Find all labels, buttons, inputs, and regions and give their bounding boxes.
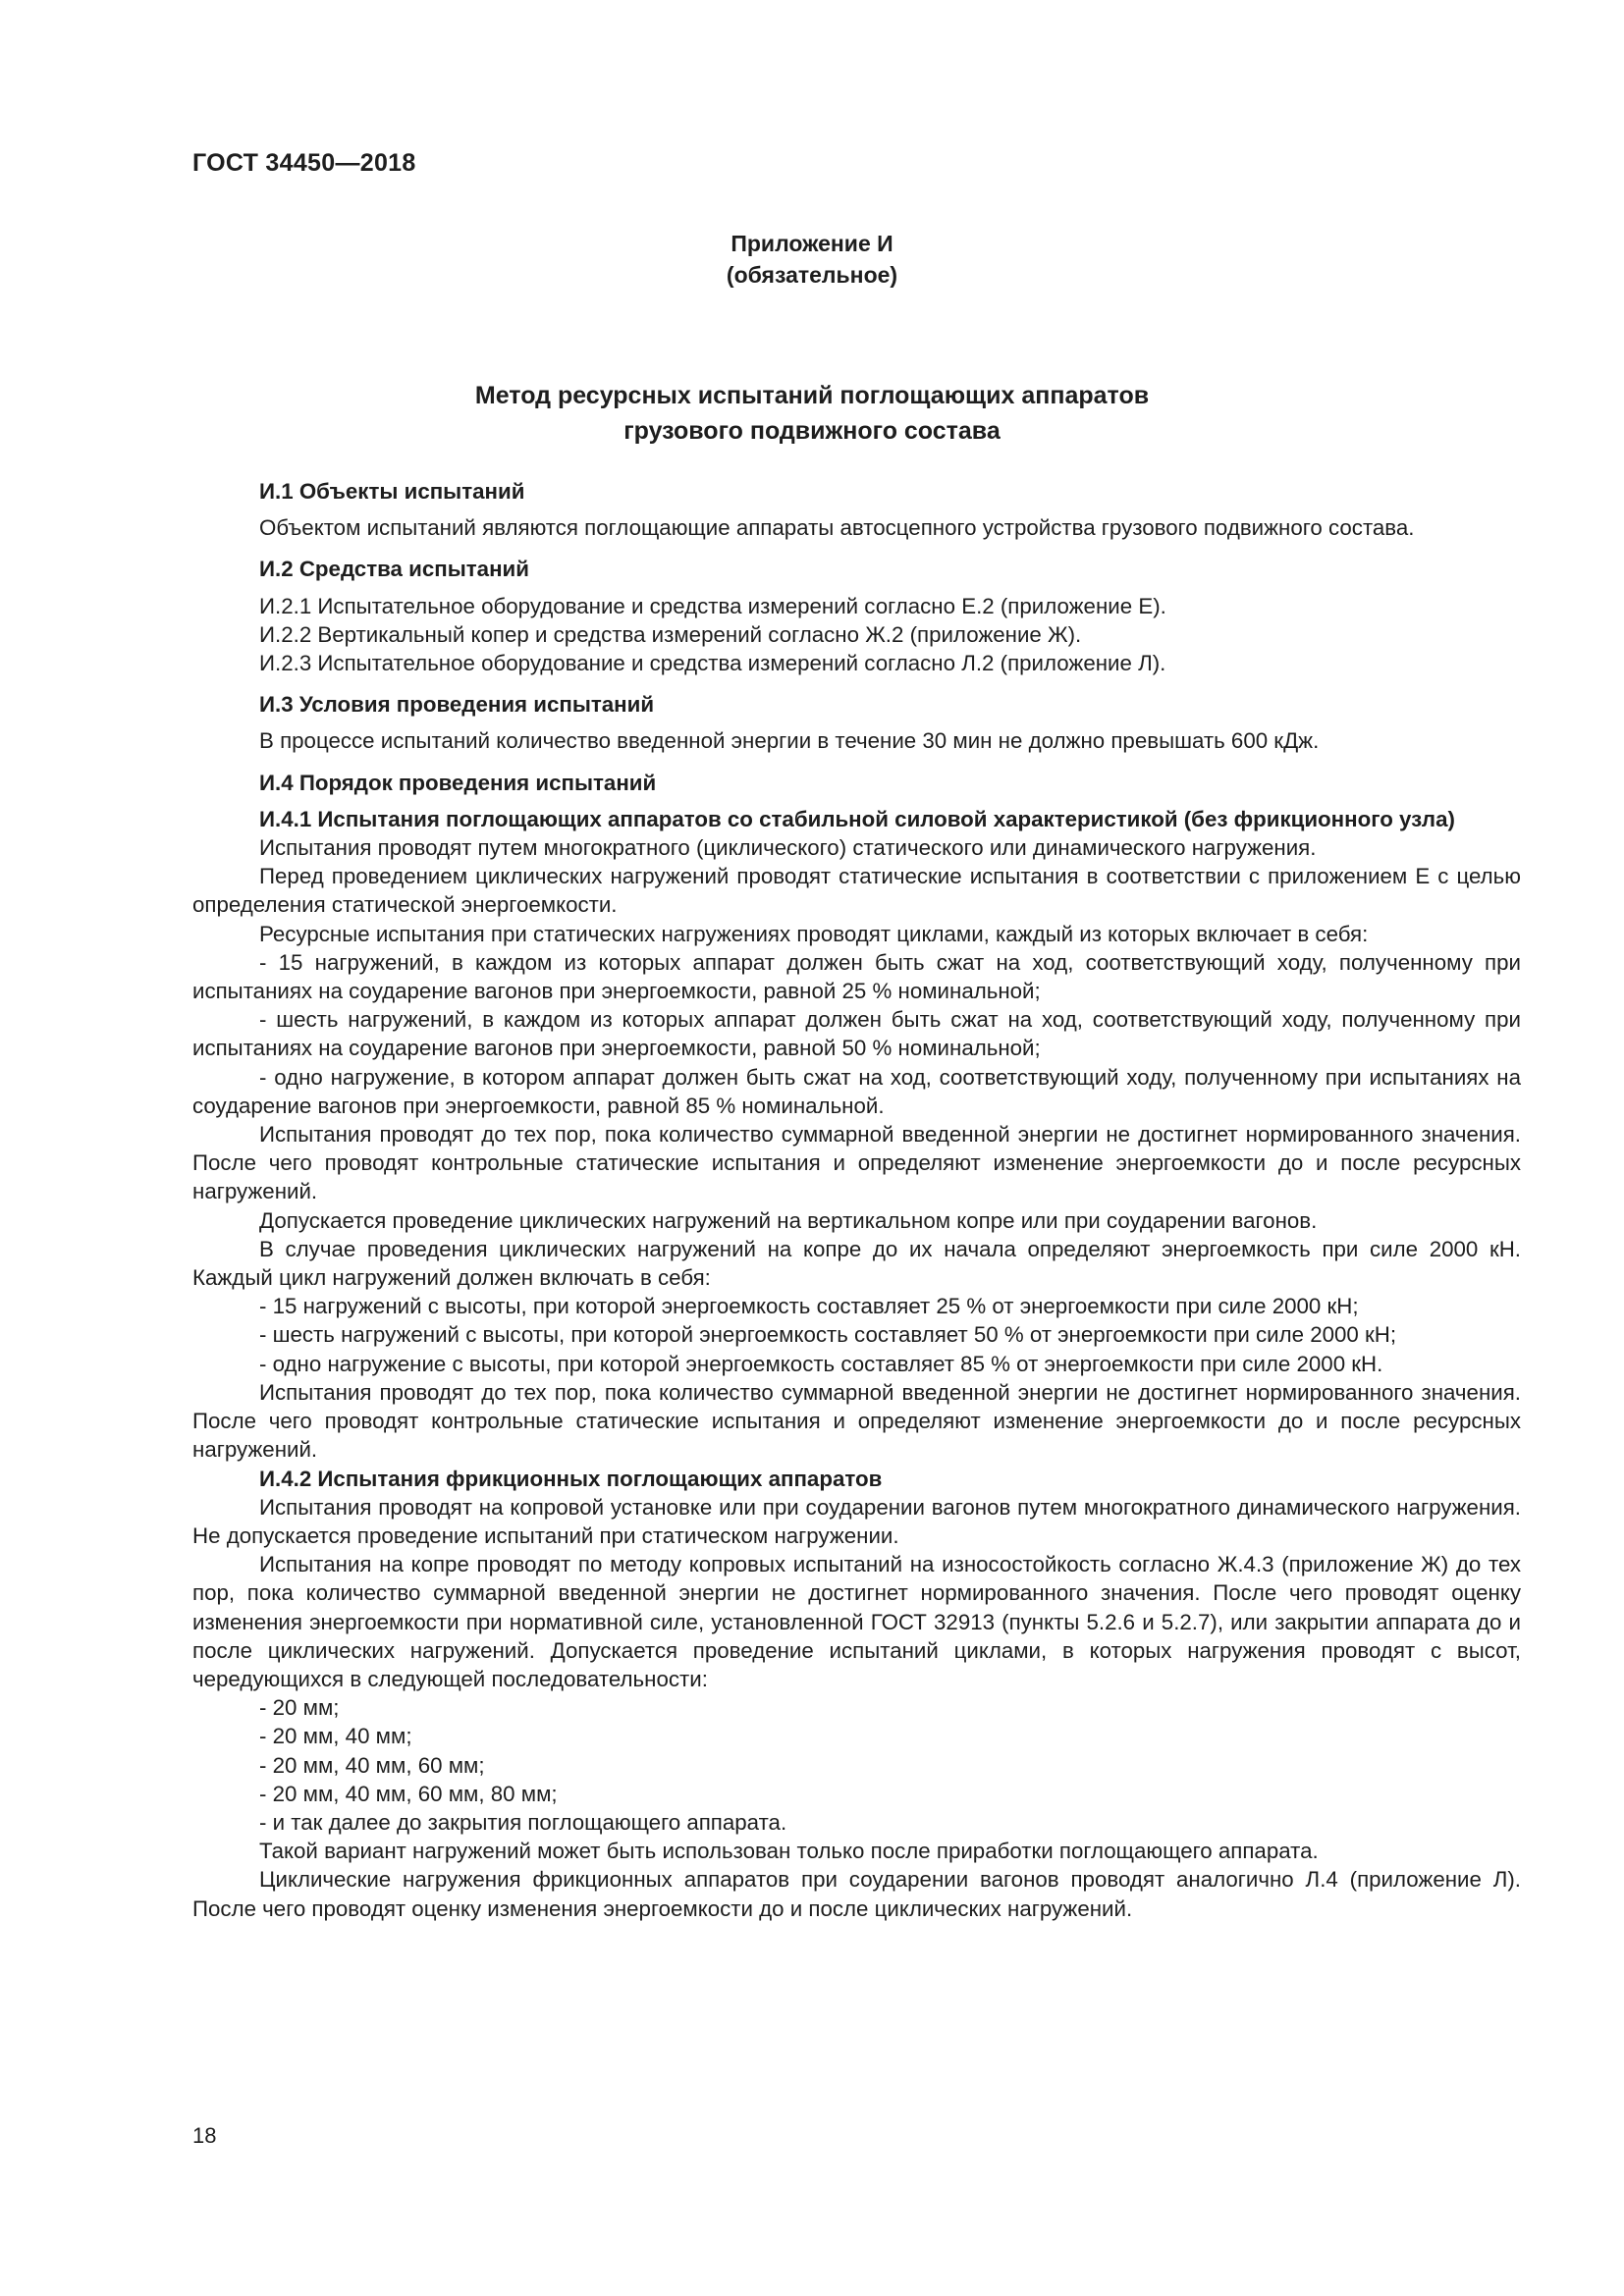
subsection-heading-4-2: И.4.2 Испытания фрикционных поглощающих аппаратов <box>259 1466 883 1491</box>
annex-heading <box>0 228 1624 291</box>
paragraph: В случае проведения циклических нагружений на копре до их начала определяют энергоемкость при силе 2000 кН. Каждый цикл нагружений должен включать в себя: <box>192 1236 1521 1291</box>
list-item: - одно нагружение с высоты, при которой энергоемкость составляет 85 % от энергоемкости при силе 2000 кН. <box>259 1351 1383 1376</box>
annex-status: (обязательное) <box>726 262 898 288</box>
list-item: - 20 мм, 40 мм, 60 мм; <box>259 1752 485 1778</box>
list-item: - одно нагружение, в котором аппарат должен быть сжат на ход, соответствующий ходу, полученному при испытаниях на соударение вагонов при энергоемкости, равной 85 % номинальной. <box>192 1064 1521 1118</box>
annex-label: Приложение И <box>731 231 893 256</box>
document-body <box>192 477 1521 1923</box>
paragraph: Испытания проводят до тех пор, пока количество суммарной введенной энергии не достигнет нормированного значения. После чего проводят контрольные статические испытания и определяют изменение энергоемкости до и после ресурсных нагружений. <box>192 1379 1521 1463</box>
section-2-item-2: И.2.2 Вертикальный копер и средства измерений согласно Ж.2 (приложение Ж). <box>259 621 1082 647</box>
paragraph: Такой вариант нагружений может быть использован только после приработки поглощающего аппарата. <box>259 1839 1319 1864</box>
list-item: - 20 мм; <box>259 1695 340 1721</box>
section-text-1: Объектом испытаний являются поглощающие аппараты автосцепного устройства грузового подвижного состава. <box>259 515 1415 541</box>
paragraph: Испытания проводят путем многократного (циклического) статического или динамического нагружения. <box>259 835 1317 861</box>
page-number: 18 <box>192 2123 217 2148</box>
section-heading-1: И.1 Объекты испытаний <box>259 479 525 504</box>
document-title <box>0 378 1624 449</box>
section-heading-4: И.4 Порядок проведения испытаний <box>259 770 657 795</box>
title-line-2: грузового подвижного состава <box>623 417 1001 445</box>
list-item: - 20 мм, 40 мм, 60 мм, 80 мм; <box>259 1781 558 1806</box>
list-item: - 20 мм, 40 мм; <box>259 1724 412 1749</box>
list-item: - шесть нагружений с высоты, при которой энергоемкость составляет 50 % от энергоемкости при силе 2000 кН; <box>259 1322 1397 1348</box>
paragraph: Испытания на копре проводят по методу копровых испытаний на износостойкость согласно Ж.4.3 (приложение Ж) до тех пор, пока количество суммарной введенной энергии не достигнет нормированного значения. После чего проводят оценку изменения энергоемкости при нормативной силе, установленной ГОСТ 32913 (пункты 5.2.6 и 5.2.7), или закрытии аппарата до и после циклических нагружений. Допускается проведение испытаний циклами, в которых нагружения проводят с высот, чередующихся в следующей последовательности: <box>192 1552 1521 1691</box>
standard-code: ГОСТ 34450—2018 <box>192 149 416 177</box>
section-2-item-3: И.2.3 Испытательное оборудование и средства измерений согласно Л.2 (приложение Л). <box>259 651 1166 676</box>
list-item: - 15 нагружений, в каждом из которых аппарат должен быть сжат на ход, соответствующий ходу, полученному при испытаниях на соударение вагонов при энергоемкости, равной 25 % номинальной; <box>192 949 1521 1004</box>
paragraph: Ресурсные испытания при статических нагружениях проводят циклами, каждый из которых включает в себя: <box>259 921 1369 946</box>
paragraph: Циклические нагружения фрикционных аппаратов при соударении вагонов проводят аналогично Л.4 (приложение Л). После чего проводят оценку изменения энергоемкости до и после циклических нагружений. <box>192 1867 1521 1921</box>
section-text-3: В процессе испытаний количество введенной энергии в течение 30 мин не должно превышать 600 кДж. <box>259 728 1320 754</box>
paragraph: Испытания проводят до тех пор, пока количество суммарной введенной энергии не достигнет нормированного значения. После чего проводят контрольные статические испытания и определяют изменение энергоемкости до и после ресурсных нагружений. <box>192 1122 1521 1204</box>
list-item: - и так далее до закрытия поглощающего аппарата. <box>259 1809 787 1835</box>
list-item: - шесть нагружений, в каждом из которых аппарат должен быть сжат на ход, соответствующий ходу, полученному при испытаниях на соударение вагонов при энергоемкости, равной 50 % номинальной; <box>192 1007 1521 1061</box>
section-heading-2: И.2 Средства испытаний <box>259 557 529 582</box>
paragraph: Испытания проводят на копровой установке или при соударении вагонов путем многократного динамического нагружения. Не допускается проведение испытаний при статическом нагружении. <box>192 1494 1521 1548</box>
paragraph: Допускается проведение циклических нагружений на вертикальном копре или при соударении вагонов. <box>259 1207 1318 1233</box>
title-line-1: Метод ресурсных испытаний поглощающих аппаратов <box>474 382 1150 409</box>
subsection-heading-4-1: И.4.1 Испытания поглощающих аппаратов со стабильной силовой характеристикой (без фрикционного узла) <box>259 806 1455 831</box>
section-2-item-1: И.2.1 Испытательное оборудование и средства измерений согласно Е.2 (приложение Е). <box>259 593 1166 618</box>
section-heading-3: И.3 Условия проведения испытаний <box>259 692 655 718</box>
paragraph: Перед проведением циклических нагружений проводят статические испытания в соответствии с приложением Е с целью определения статической энергоемкости. <box>192 864 1521 918</box>
list-item: - 15 нагружений с высоты, при которой энергоемкость составляет 25 % от энергоемкости при силе 2000 кН; <box>259 1294 1359 1319</box>
